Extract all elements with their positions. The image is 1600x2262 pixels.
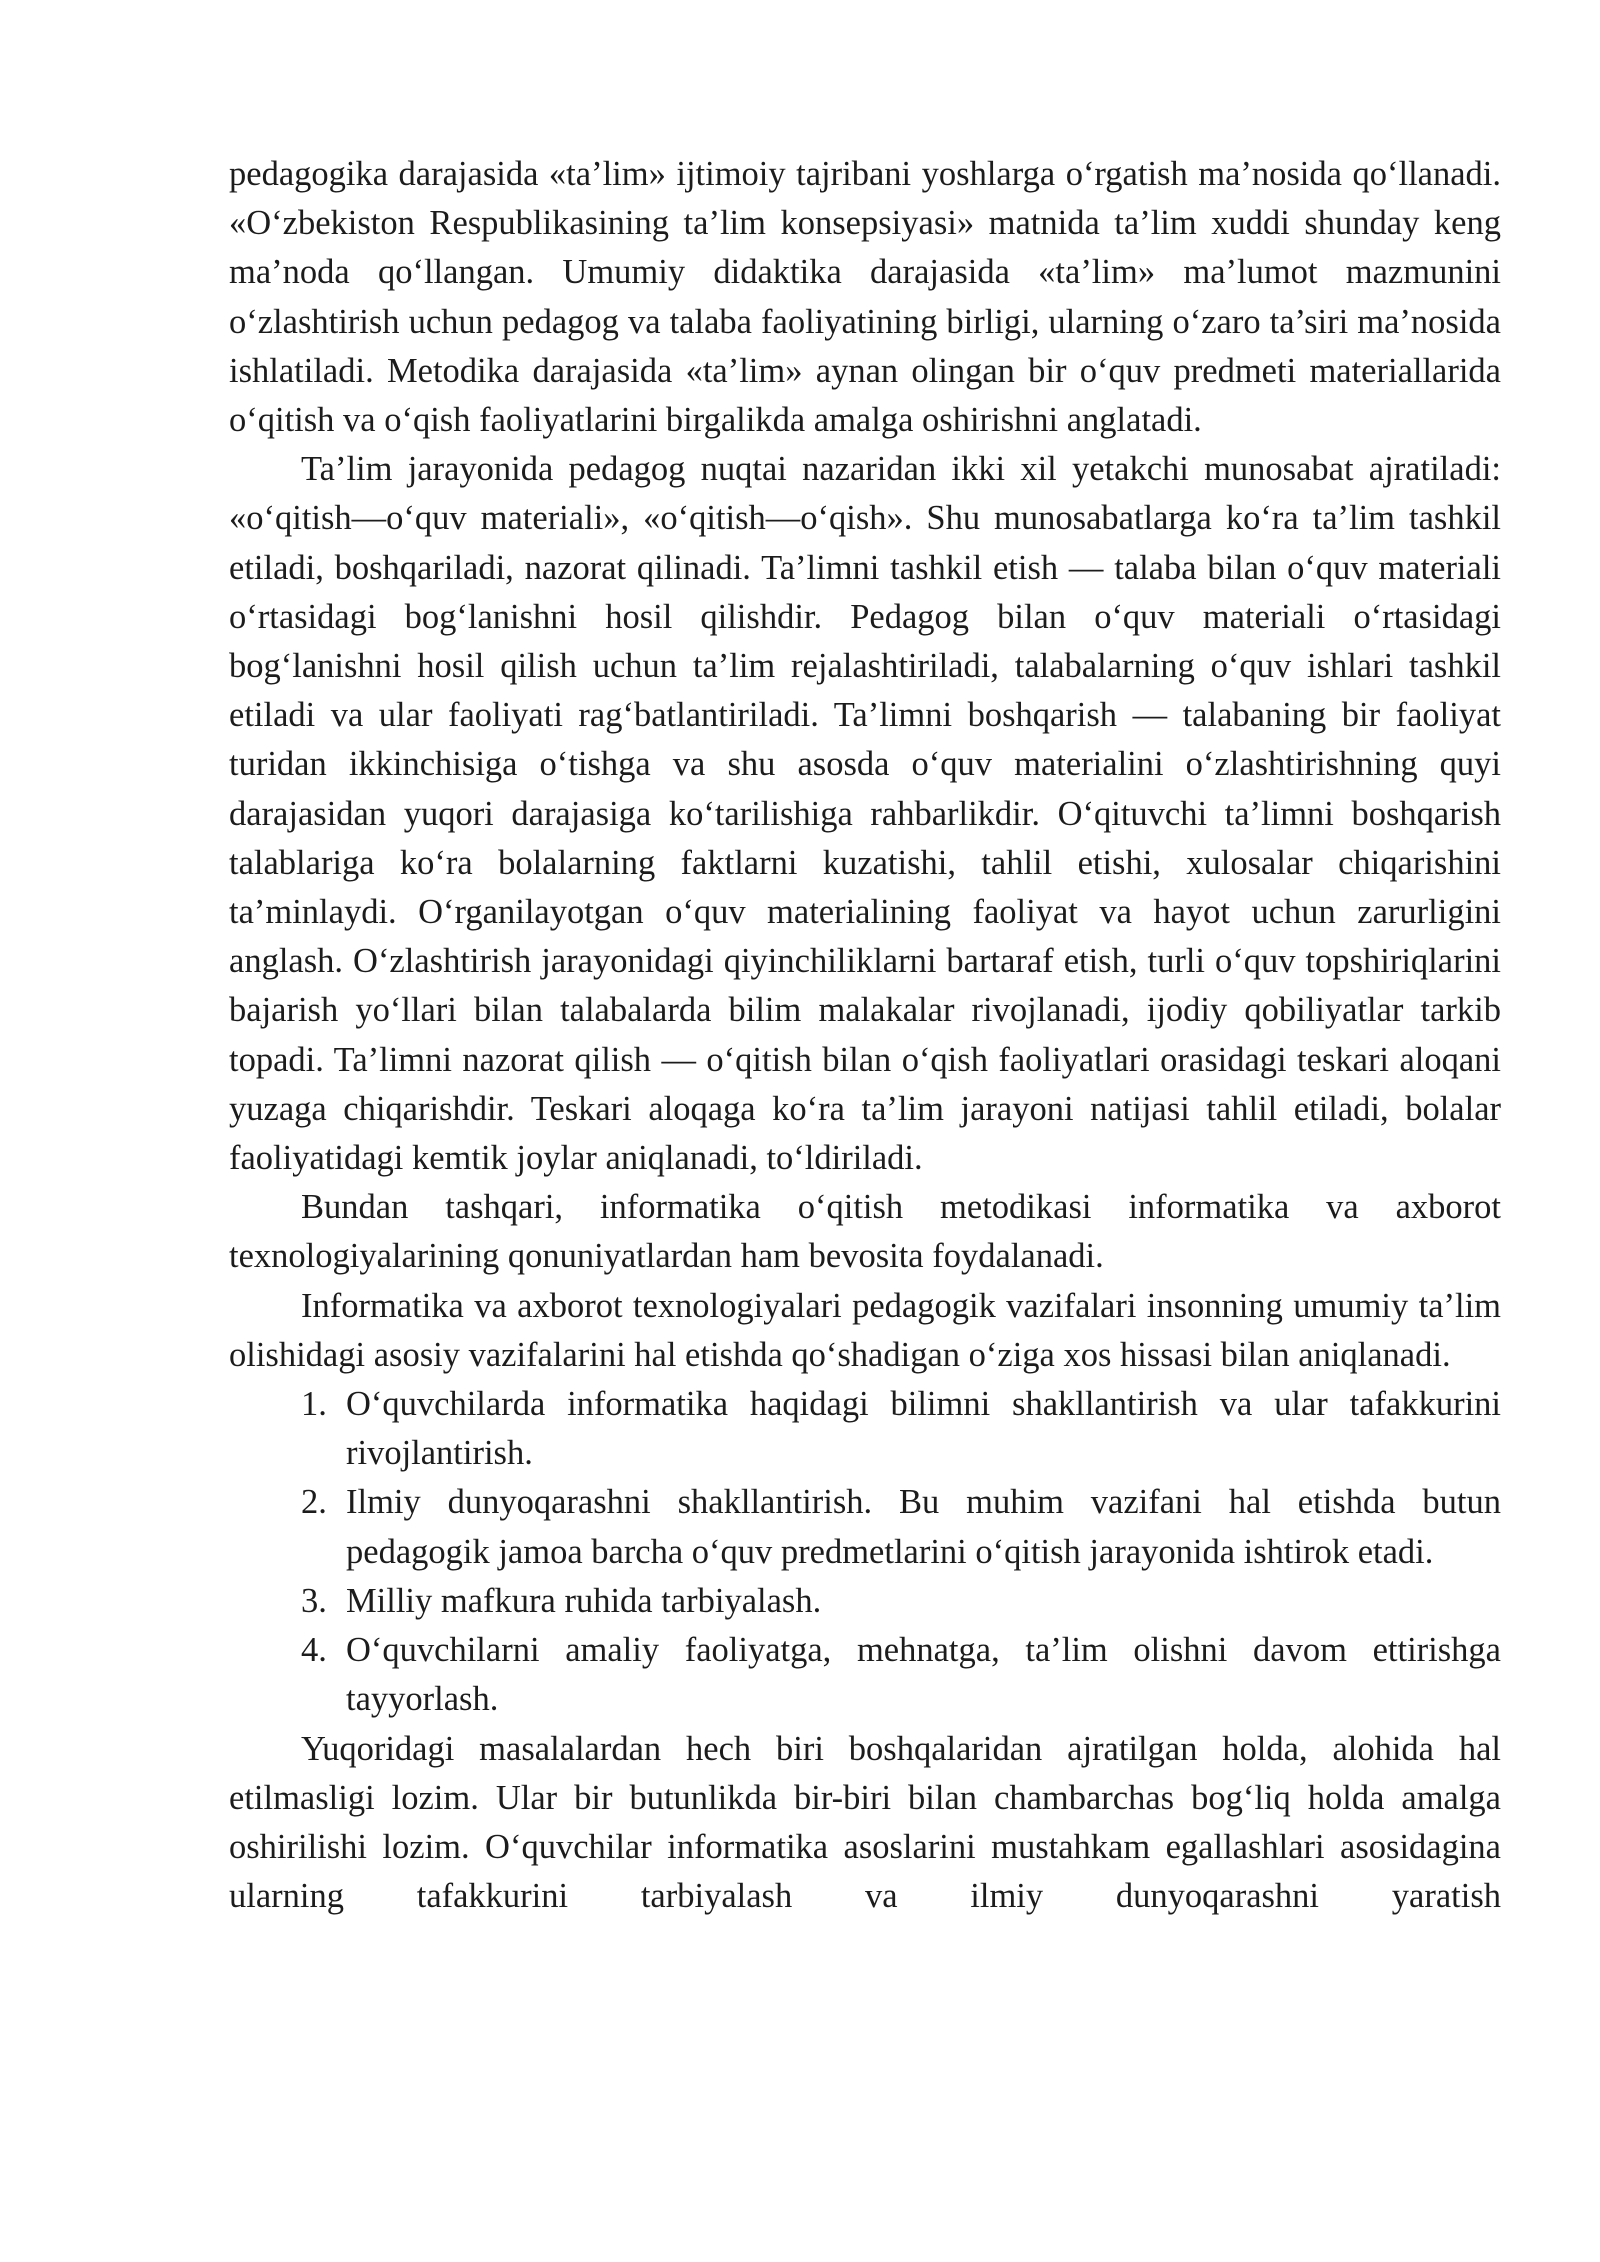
- list-item-text: Milliy mafkura ruhida tarbiyalash.: [346, 1581, 822, 1620]
- paragraph-conclusion: Yuqoridagi masalalardan hech biri boshqalaridan ajratilgan holda, alohida hal etilmasligi lozim. Ular bir butunlikda bir-biri bilan chambarchas bog‘liq holda amalga oshirilishi lozim. O‘quvchilar informatika asoslarini mustahkam egallashlari asosidagina ularning tafakkurini tarbiyalash va ilmiy dunyoqarashni yaratish: [229, 1729, 1501, 1916]
- tasks-list: [229, 1380, 1501, 1724]
- list-item-number: 3.: [301, 1581, 327, 1620]
- list-item: [229, 1380, 1501, 1478]
- list-item-number: 2.: [301, 1483, 327, 1522]
- paragraph-ta-lim-process: Ta’lim jarayonida pedagog nuqtai nazaridan ikki xil yetakchi munosabat ajratiladi: «o‘qitish—o‘quv materiali», «o‘qitish—o‘qish». Shu munosabatlarga ko‘ra ta’lim tashkil etiladi, boshqariladi, nazorat qilinadi. Ta’limni tashkil etish — talaba bilan o‘quv materiali o‘rtasidagi bog‘lanishni hosil qilishdir. Pedagog bilan o‘quv materiali o‘rtasidagi bog‘lanishni hosil qilish uchun ta’lim rejalashtiriladi, talabalarning o‘quv ishlari tashkil etiladi va ular faoliyati rag‘batlantiriladi. Ta’limni boshqarish — talabaning bir faoliyat turidan ikkinchisiga o‘tishga va shu asosda o‘quv materialini o‘zlashtirishning quyi darajasidan yuqori darajasiga ko‘tarilishiga rahbarlikdir. O‘qituvchi ta’limni boshqarish talablariga ko‘ra bolalarning faktlarni kuzatishi, tahlil etishi, xulosalar chiqarishini ta’minlaydi. O‘rganilayotgan o‘quv materialining faoliyat va hayot uchun zarurligini anglash. O‘zlashtirish jarayonidagi qiyinchiliklarni bartaraf etish, turli o‘quv topshiriqlarini bajarish yo‘llari bilan talabalarda bilim malakalar rivojlanadi, ijodiy qobiliyatlar tarkib topadi. Ta’limni nazorat qilish — o‘qitish bilan o‘qish faoliyatlari orasidagi teskari aloqani yuzaga chiqarishdir. Teskari aloqaga ko‘ra ta’lim jarayoni natijasi tahlil etiladi, bolalar faoliyatidagi kemtik joylar aniqlanadi, to‘ldiriladi.: [229, 450, 1501, 1178]
- list-item: [229, 1626, 1501, 1724]
- document-page: [229, 150, 1501, 1921]
- paragraph-informatics-methods: Bundan tashqari, informatika o‘qitish metodikasi informatika va axborot texnologiyalarining qonuniyatlardan ham bevosita foydalanadi.: [229, 1188, 1501, 1276]
- list-item-number: 4.: [301, 1631, 327, 1670]
- list-item-text: Ilmiy dunyoqarashni shakllantirish. Bu muhim vazifani hal etishda butun pedagogik jamoa barcha o‘quv predmetlarini o‘qitish jarayonida ishtirok etadi.: [346, 1483, 1501, 1571]
- paragraph-ta-lim-levels: pedagogika darajasida «ta’lim» ijtimoiy tajribani yoshlarga o‘rgatish ma’nosida qo‘llanadi. «O‘zbekiston Respublikasining ta’lim konsepsiyasi» matnida ta’lim xuddi shunday keng ma’noda qo‘llangan. Umumiy didaktika darajasida «ta’lim» ma’lumot mazmunini o‘zlashtirish uchun pedagog va talaba faoliyatining birligi, ularning o‘zaro ta’siri ma’nosida ishlatiladi. Metodika darajasida «ta’lim» aynan olingan bir o‘quv predmeti materiallarida o‘qitish va o‘qish faoliyatlarini birgalikda amalga oshirishni anglatadi.: [229, 155, 1501, 440]
- list-item-text: O‘quvchilarda informatika haqidagi bilimni shakllantirish va ular tafakkurini rivojlantirish.: [346, 1385, 1501, 1473]
- list-item: [229, 1478, 1501, 1576]
- list-item: [229, 1577, 1501, 1626]
- paragraph-pedagogical-tasks: Informatika va axborot texnologiyalari pedagogik vazifalari insonning umumiy ta’lim olishidagi asosiy vazifalarini hal etishda qo‘shadigan o‘ziga xos hissasi bilan aniqlanadi.: [229, 1286, 1501, 1374]
- list-item-number: 1.: [301, 1385, 327, 1424]
- list-item-text: O‘quvchilarni amaliy faoliyatga, mehnatga, ta’lim olishni davom ettirishga tayyorlash.: [346, 1631, 1501, 1719]
